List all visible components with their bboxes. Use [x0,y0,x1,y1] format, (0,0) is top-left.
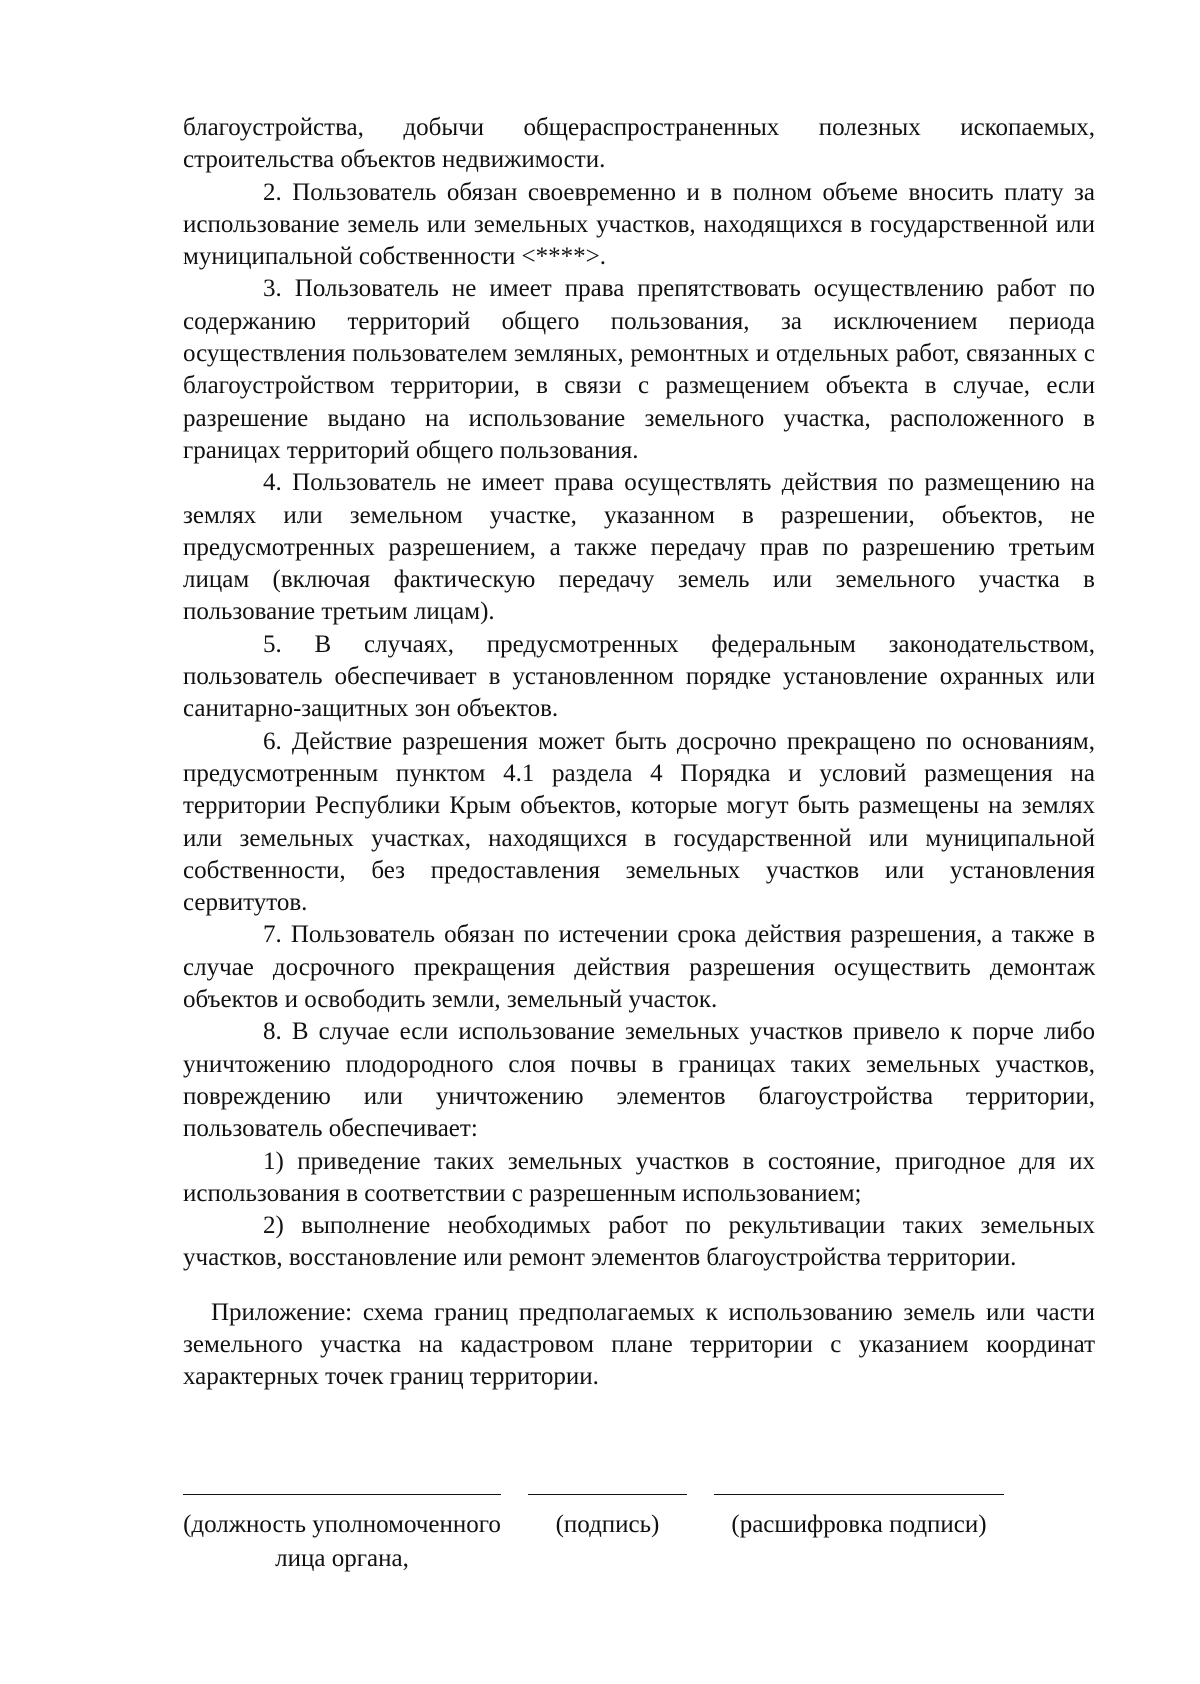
paragraph-5: 5. В случаях, предусмотренных федеральным законодательством, пользователь обеспечивает в установленном порядке установление охранных или санитарно-защитных зон объектов. [183,630,1095,723]
paragraph-7: 7. Пользователь обязан по истечении срока действия разрешения, а также в случае досрочного прекращения действия разрешения осуществить демонтаж объектов и освободить земли, земельный участок. [183,921,1095,1014]
paragraph-3: 3. Пользователь не имеет права препятствовать осуществлению работ по содержанию территорий общего пользования, за исключением периода осуществления пользователем земляных, ремонтных и отдельных работ, связанных с благоустройством территории, в связи с размещением объекта в случае, если разрешение выдано на использование земельного участка, расположенного в границах территорий общего пользования. [183,275,1095,464]
subitem-2: 2) выполнение необходимых работ по рекультивации таких земельных участков, восстановление или ремонт элементов благоустройства территории. [183,1212,1095,1272]
subitem-1: 1) приведение таких земельных участков в состояние, пригодное для их использования в соответствии с разрешенным использованием; [183,1147,1095,1207]
paragraph-2: 2. Пользователь обязан своевременно и в полном объеме вносить плату за использование земель или земельных участков, находящихся в государственной или муниципальной собственности <****>. [183,178,1095,271]
paragraph-4: 4. Пользователь не имеет права осуществлять действия по размещению на землях или земельном участке, указанном в разрешении, объектов, не предусмотренных разрешением, а также передачу прав по разрешению третьим лицам (включая фактическую передачу земель или земельного участка в пользование третьим лицам). [183,469,1095,626]
decoding-caption: (расшифровка подписи) [731,1511,987,1538]
document-body [183,112,1095,1394]
decoding-signature-line [714,1494,1004,1495]
signature-caption: (подпись) [555,1511,660,1538]
position-caption [173,1508,511,1576]
signature-block [183,1494,1095,1594]
paragraph-8: 8. В случае если использование земельных участков привело к порче либо уничтожению плодородного слоя почвы в границах таких земельных участков, повреждению или уничтожению элементов благоустройства территории, пользователь обеспечивает: [183,1018,1095,1143]
appendix-note: Приложение: схема границ предполагаемых к использованию земель или части земельного участка на кадастровом плане территории с указанием координат характерных точек границ территории. [183,1298,1095,1391]
paragraph-6: 6. Действие разрешения может быть досрочно прекращено по основаниям, предусмотренным пунктом 4.1 раздела 4 Порядка и условий размещения на территории Республики Крым объектов, которые могут быть размещены на землях или земельных участках, находящихся в государственной или муниципальной собственности, без предоставления земельных участков или установления сервитутов. [183,727,1095,917]
position-signature-line [183,1494,501,1495]
paragraph-continuation: благоустройства, добычи общераспространенных полезных ископаемых, строительства объектов недвижимости. [183,114,1095,174]
signature-line [528,1494,687,1495]
position-caption-line2: лица органа, [275,1545,409,1572]
position-caption-line1: (должность уполномоченного [183,1511,501,1538]
